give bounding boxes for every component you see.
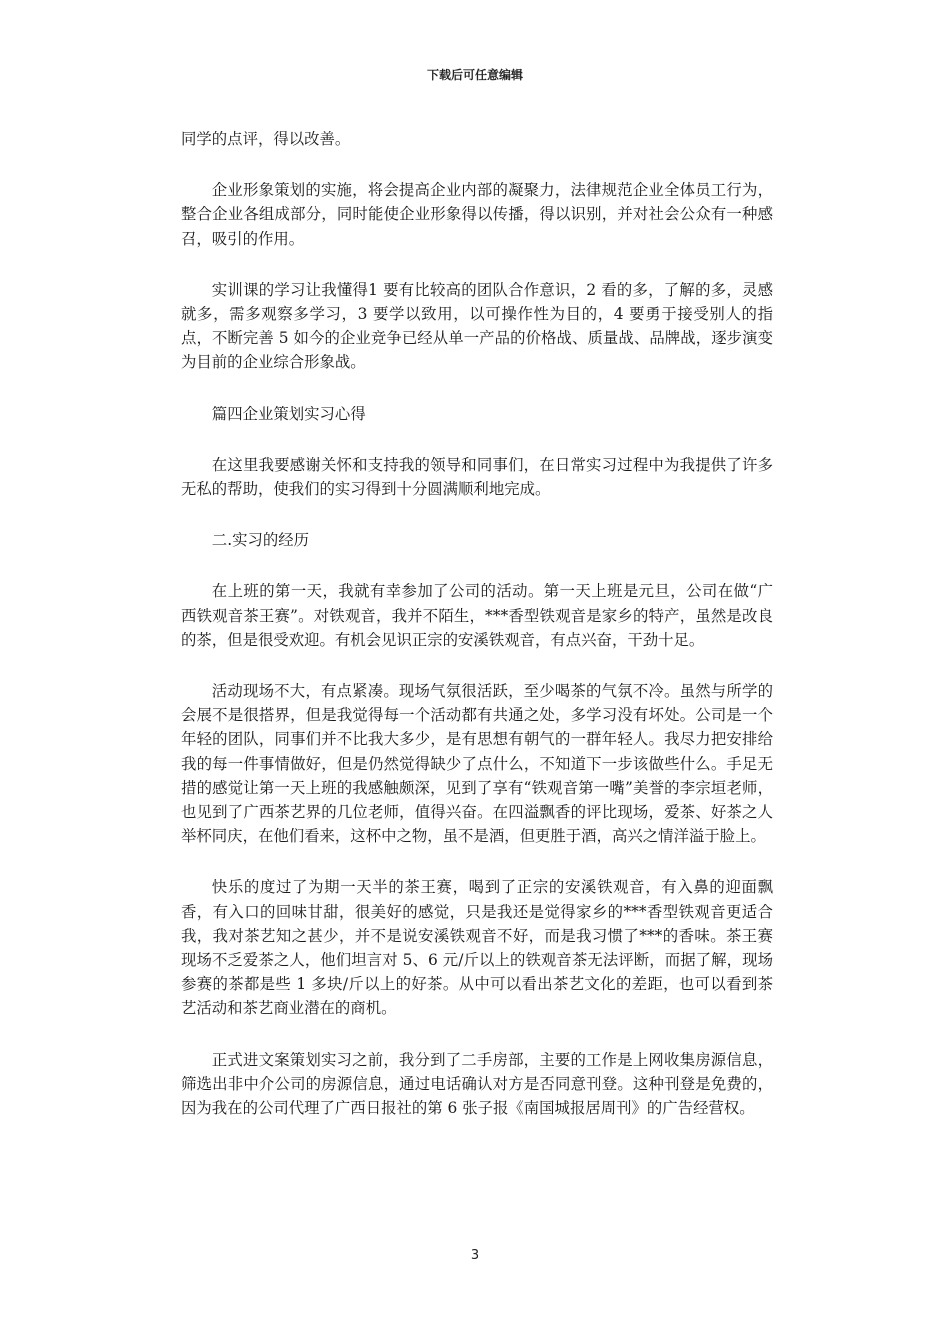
section-heading-part-four: 篇四企业策划实习心得 bbox=[211, 404, 366, 423]
section-heading-experience: 二.实习的经历 bbox=[211, 531, 310, 550]
paragraph-training-lessons: 实训课的学习让我懂得1 要有比较高的团队合作意识，2 看的多，了解的多，灵感就多，需多观察多学习，3 要学以致用，以可操作性为目的，4 要勇于接受别人的指点，不断完善 5 如今的企业竞争已经从单一产品的价格战、质量战、品牌战，逐步演变为目前的企业综合形象战。 bbox=[181, 280, 773, 372]
document-body bbox=[181, 127, 773, 1147]
paragraph-corporate-image: 企业形象策划的实施，将会提高企业内部的凝聚力，法律规范企业全体员工行为，整合企业各组成部分，同时能使企业形象得以传播，得以识别，并对社会公众有一种感召，吸引的作用。 bbox=[181, 181, 773, 248]
paragraph-real-estate: 正式进文案策划实习之前，我分到了二手房部，主要的工作是上网收集房源信息，筛选出非中介公司的房源信息，通过电话确认对方是否同意刊登。这种刊登是免费的，因为我在的公司代理了广西日报社的第 6 张子报《南国城报居周刊》的广告经营权。 bbox=[181, 1050, 773, 1118]
paragraph-thanks: 在这里我要感谢关怀和支持我的领导和同事们，在日常实习过程中为我提供了许多无私的帮助，使我们的实习得到十分圆满顺利地完成。 bbox=[181, 455, 773, 499]
paragraph-event-scene: 活动现场不大，有点紧凑。现场气氛很活跃，至少喝茶的气氛不冷。虽然与所学的会展不是很搭界，但是我觉得每一个活动都有共通之处，多学习没有坏处。公司是一个年轻的团队，同事们并不比我大多少，是有思想有朝气的一群年轻人。我尽力把安排给我的每一件事情做好，但是仍然觉得缺少了点什么，不知道下一步该做些什么。手足无措的感觉让第一天上班的我感触颇深，见到了享有“铁观音第一嘴”美誉的李宗垣老师，也见到了广西茶艺界的几位老师，值得兴奋。在四溢飘香的评比现场，爱茶、好茶之人举杯同庆，在他们看来，这杯中之物，虽不是酒，但更胜于酒，高兴之情洋溢于脸上。 bbox=[181, 682, 773, 846]
page-header: 下载后可任意编辑 bbox=[426, 68, 523, 82]
page-number: 3 bbox=[470, 1248, 480, 1263]
paragraph-tea-contest: 快乐的度过了为期一天半的茶王赛，喝到了正宗的安溪铁观音，有入鼻的迎面飘香，有入口的回味甘甜，很美好的感觉，只是我还是觉得家乡的***香型铁观音更适合我，我对茶艺知之甚少，并不是说安溪铁观音不好，而是我习惯了***的香味。茶王赛现场不乏爱茶之人，他们坦言对 5、6 元/斤以上的铁观音茶无法评断，而据了解，现场参赛的茶都是些 1 多块/斤以上的好茶。从中可以看出茶艺文化的差距，也可以看到茶艺活动和茶艺商业潜在的商机。 bbox=[181, 878, 773, 1018]
paragraph-continued: 同学的点评，得以改善。 bbox=[181, 130, 351, 148]
paragraph-first-day: 在上班的第一天，我就有幸参加了公司的活动。第一天上班是元旦，公司在做“广西铁观音茶王赛”。对铁观音，我并不陌生，***香型铁观音是家乡的特产，虽然是改良的茶，但是很受欢迎。有机会见识正宗的安溪铁观音，有点兴奋，干劲十足。 bbox=[181, 582, 773, 649]
